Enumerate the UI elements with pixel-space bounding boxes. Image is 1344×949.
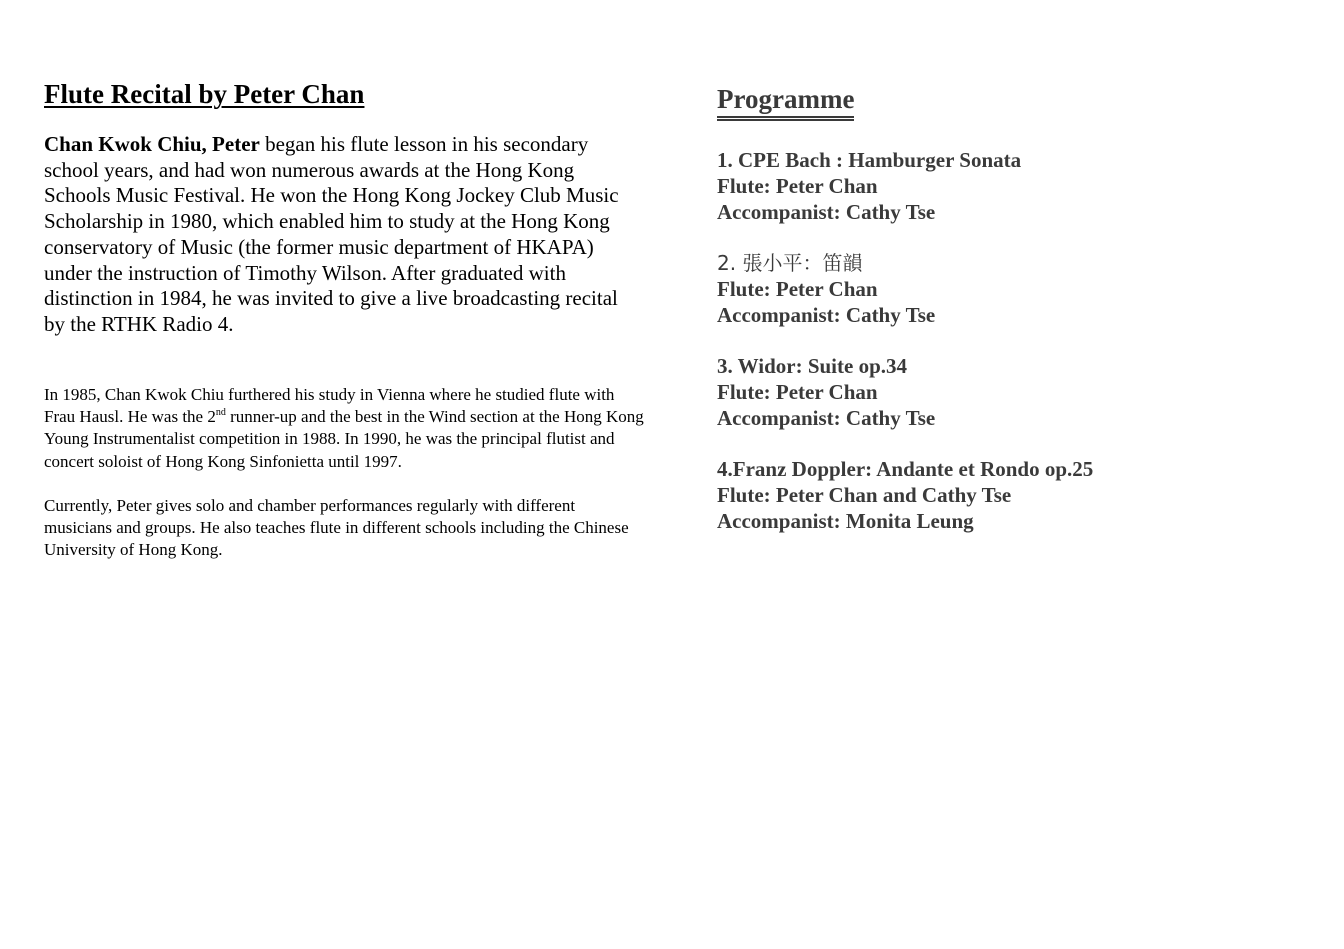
piece-title: 3. Widor: Suite op.34: [717, 354, 908, 378]
flute-performer: Flute: Peter Chan and Cathy Tse: [717, 483, 1012, 507]
programme-item: [717, 147, 1317, 225]
biography-column: [44, 78, 644, 562]
programme-column: [717, 82, 1317, 559]
ordinal-suffix: nd: [215, 406, 226, 418]
programme-item: [717, 456, 1317, 534]
accompanist: Accompanist: Monita Leung: [717, 509, 974, 533]
flute-performer: Flute: Peter Chan: [717, 174, 878, 198]
programme-item: [717, 353, 1317, 431]
piece-title: 1. CPE Bach : Hamburger Sonata: [717, 148, 1022, 172]
vienna-paragraph: [44, 384, 644, 473]
current-activity-paragraph: Currently, Peter gives solo and chamber performances regularly with different musicians and groups. He also teaches flute in different schools including the Chinese University of Hong Kong.: [44, 495, 629, 560]
programme-item: [717, 250, 1317, 328]
performer-name: Chan Kwok Chiu, Peter: [44, 132, 260, 156]
vienna-text-b: runner-up and the best in the Wind section at the Hong Kong Young Instrumentalist competition in 1988. In 1990, he was the principal flutist and concert soloist of Hong Kong Sinfonietta until 1997.: [44, 406, 644, 471]
piece-title: 2. 張小平：笛韻: [717, 251, 863, 275]
accompanist: Accompanist: Cathy Tse: [717, 200, 936, 224]
flute-performer: Flute: Peter Chan: [717, 380, 878, 404]
recital-title: Flute Recital by Peter Chan: [44, 79, 365, 109]
intro-text: began his flute lesson in his secondary school years, and had won numerous awards at the Hong Kong Schools Music Festival. He won the Hong Kong Jockey Club Music Scholarship in 1980, which enabled him to study at the Hong Kong conservatory of Music (the former music department of HKAPA) under the instruction of Timothy Wilson. After graduated with distinction in 1984, he was invited to give a live broadcasting recital by the RTHK Radio 4.: [44, 132, 619, 336]
flute-performer: Flute: Peter Chan: [717, 277, 878, 301]
piece-title: 4.Franz Doppler: Andante et Rondo op.25: [717, 457, 1094, 481]
accompanist: Accompanist: Cathy Tse: [717, 303, 936, 327]
vienna-text-a: In 1985, Chan Kwok Chiu furthered his study in Vienna where he studied flute with Frau Hausl. He was the 2: [44, 384, 615, 426]
programme-heading: Programme: [717, 82, 854, 121]
intro-paragraph: [44, 132, 644, 338]
accompanist: Accompanist: Cathy Tse: [717, 406, 936, 430]
